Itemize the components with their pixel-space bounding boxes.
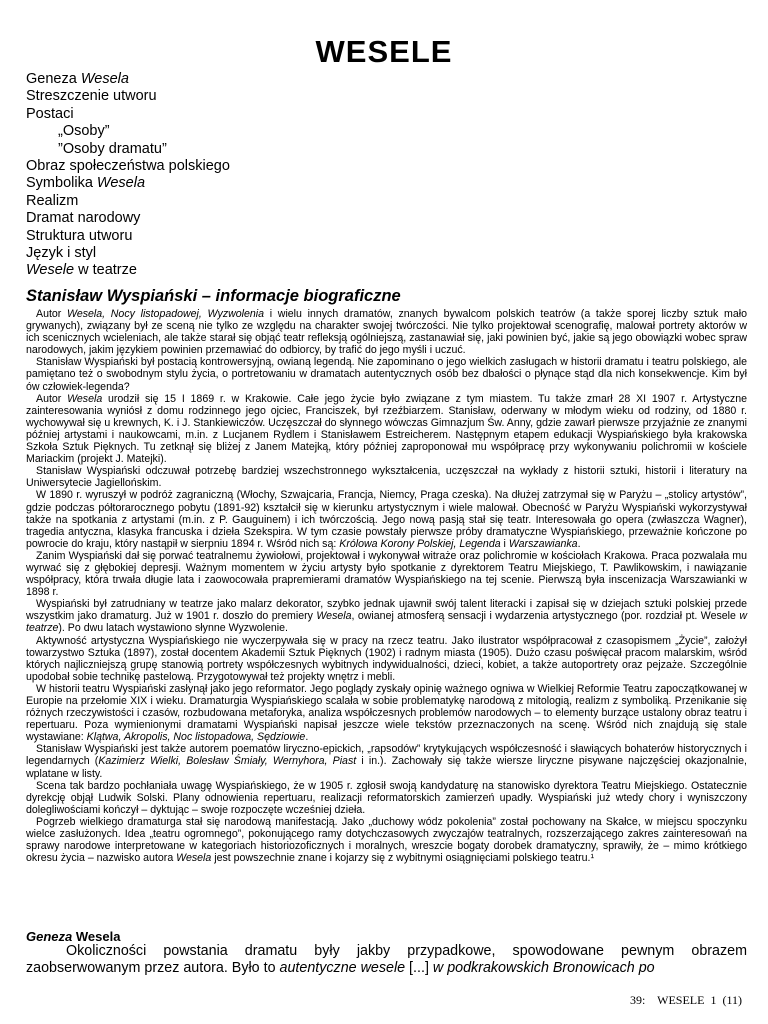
toc-item[interactable] [26,262,230,279]
paragraph-text: urodził się 15 I 1869 r. w Krakowie. Całe jego życie było związane z tym miastem. Tu także zmarł 28 XI 1907 r. Artystyczne zainteresowania wyniósł z domu rodzinnego jego ojciec, Franciszek, był rzeźbiarzem. Stanisław, oderwany w młodym wieku od rodziny, od 1880 r. wychowywał się u krewnych, K. i J. Stankiewiczów. Uczęszczał do słynnego wówczas Gimnazjum Św. Anny, gdzie zawarł pierwsze przyjaźnie ze znanymi później artystami i naukowcami, m.in. z Lucjanem Rydlem i Stanisławem Estreicherem. Następnym etapem edukacji Wyspiańskiego była krakowska Szkoła Sztuk Pięknych. Tu zetknął się bliżej z Janem Matejką, który później zaproponował mu współpracę przy wykonywaniu polichromii w kościele Mariackim (projekt J. Matejki). [26,392,747,466]
toc-item[interactable] [26,175,230,192]
toc-item[interactable] [26,123,230,140]
paragraph-text: jest powszechnie znane i kojarzy się z wybitnymi osiągnięciami polskiego teatru.¹ [211,852,595,865]
intro-italic: w podkrakowskich Bronowicach po [432,960,655,977]
paragraph [26,393,747,466]
intro-text: [...] [405,960,433,977]
toc-item-text: Geneza [26,71,81,87]
paragraph [26,550,747,598]
paragraph-text: i in.). Zachowały się także wiersze liryczne pisywane najczęściej okazjonalnie, wplatane w listy. [26,755,747,780]
toc-item-italic: Wesele [26,262,75,279]
intro-text: Okoliczności powstania dramatu były jakby przypadkowe, spowodowane pewnym obrazem zaobserwowanym przez autora. Było to [26,943,747,977]
paragraph-italic: Wesela [67,392,103,405]
paragraph [26,816,747,864]
table-of-contents [26,71,230,280]
paragraph [26,356,747,392]
toc-item[interactable] [26,158,230,175]
paragraph-text: Wyspiański był zatrudniany w teatrze jako malarz dekorator, szybko jednak ujawnił swój talent literacki i zapisał się w dziejach sztuki polskiej przede wszystkim jako dramaturg. Już w 1901 r. doszło do premiery [26,598,747,623]
paragraph-italic: Kazimierz Wielki, Bolesław Śmiały, Wernyhora, Piast [98,755,357,768]
toc-item-text: ”Osoby dramatu” [58,140,167,157]
toc-item[interactable] [26,88,230,105]
toc-item-text: Symbolika [26,175,97,192]
toc-item-italic: Wesela [96,175,146,192]
intro-paragraph [26,943,747,978]
paragraph-italic: Królowa Korony Polskiej, Legenda [339,537,501,550]
paragraph-text: W historii teatru Wyspiański zasłynął jako jego reformator. Jego poglądy zyskały opinię ważnego ogniwa w Wielkiej Reformie Teatru zapoczątkowanej w Europie na przełomie XIX i wieku. Dramaturgia Wyspiańskiego scalała w sobie problematykę narodową z mitologią, realizm z symboliką. Przenikanie się różnych rzeczywistości i czasów, rozbudowana metaforyka, analiza współczesnych problemów narodowych – to elementy burzące ustalony obraz teatru i repertuaru. Poza wymienionymi dramatami Wyspiański napisał jeszcze wiele tekstów przeznaczonych na scenę. Wśród nich znajdują się stale wystawiane: [26,682,747,744]
paragraph-text: i [500,537,509,550]
intro-italic: autentyczne wesele [279,960,406,977]
toc-item[interactable] [26,141,230,158]
toc-item[interactable] [26,106,230,123]
paragraph [26,780,747,816]
paragraph-text: . [305,731,309,744]
toc-item-text: Dramat narodowy [26,210,141,227]
paragraph [26,308,747,356]
page-footer: 39: WESELE 1 (11) [630,993,742,1007]
paragraph-italic: Wesela, Nocy listopadowej, Wyzwolenia [67,308,265,320]
toc-item-text: „Osoby” [58,123,110,140]
toc-item[interactable] [26,210,230,227]
paragraph [26,683,747,743]
paragraph-text: Stanisław Wyspiański odczuwał potrzebę bardziej wszechstronnego wykształcenia, uczęszczał na wykłady z historii sztuki, historii i literatury na Uniwersytecie Jagiellońskim. [26,465,747,490]
toc-item-text: w teatrze [74,262,137,279]
paragraph [26,743,747,779]
toc-item-text: Obraz społeczeństwa polskiego [26,158,230,175]
paragraph [26,489,747,549]
paragraph-text: Autor [36,392,68,405]
biography-text [26,308,747,864]
toc-item-text: Streszczenie utworu [26,88,157,105]
toc-item[interactable] [26,193,230,210]
page-title: WESELE [315,34,453,69]
paragraph-text: Pogrzeb wielkiego dramaturga stał się narodową manifestacją. Jako „duchowy wódz pokolenia” został pochowany na Skałce, w miejscu spoczynku wielce zasłużonych. Idea „teatru ogromnego”, pokonującego ramy dotychczasowych zwyczajów teatralnych, rozszerzającego zakres zainteresowań na sprawy narodowe interpretowane w kategoriach historiozoficznych i moralnych, wreszcie bogaty dorobek dramatyczny, sprawiły, że – mimo krótkiego okresu życia – nazwisko autora [26,815,747,865]
paragraph-text: Aktywność artystyczna Wyspiańskiego nie wyczerpywała się w pracy na rzecz teatru. Jako ilustrator współpracował z czasopismem „Życie”, założył towarzystwo Sztuka (1897), został docentem Akademii Sztuk Pięknych (1902) i radnym miasta (1905). Dużo czasu poświęcał pracom malarskim, wśród których najliczniejszą grupę stanowią portrety współczesnych wybitnych indywidualności, dzieci, kobiet, a także autoportrety oraz pejzaże. Szczególnie upodobał sobie technikę pastelową. Przygotowywał też projekty wnętrz i mebli. [26,634,747,683]
toc-item[interactable] [26,228,230,245]
subsection-heading-italic: Geneza [26,929,73,944]
paragraph-text: , owianej atmosferą sensacji i wydarzenia artystycznego (por. rozdział pt. Wesele [351,610,740,623]
toc-item-text: Realizm [26,192,79,209]
toc-item-text: Język i styl [26,245,97,262]
paragraph-text: Zanim Wyspiański dał się porwać teatralnemu żywiołowi, projektował i wykonywał witraże oraz polichromie w kościołach Krakowa. Praca pozwalała mu wyrwać się z głębokiej depresji. Ważnym momentem w życiu artysty było spotkanie z dyrektorem Teatru Miejskiego, T. Pawlikowskim, i nawiązanie współpracy, która trwała długie lata i zaowocowała prapremierami dramatów Wyspiańskiego na tej scenie. Pierwszą była inscenizacja Warszawianki w 1898 r. [26,549,747,599]
paragraph-text: i wielu innych dramatów, znanych bywalcom polskich teatrów (a także sporej liczby sztuk mało grywanych), związany był ze sceną nie tylko ze względu na charakter swojej twórczości. Nie tylko projektował scenografię, malował portrety aktorów w ich scenicznych wcieleniach, ale także starał się objąć teatr refleksją ogólniejszą, zastanawiał się, jaki powinien być, jakie są jego obowiązki wobec spraw narodowych, jakim językiem powinien przemawiać do odbiorcy, by trafić do jego myśli i uczuć. [26,308,747,357]
toc-item-text: Postaci [26,105,74,122]
paragraph-text: Stanisław Wyspiański jest także autorem poematów liryczno-epickich, „rapsodów” krytykujących współczesność i sławiących bohaterów historycznych i legendarnych ( [26,743,747,768]
toc-item-text: Struktura utworu [26,227,133,244]
paragraph-text: ). Po dwu latach wystawiono słynne Wyzwolenie. [58,622,288,635]
section-heading: Stanisław Wyspiański – informacje biograficzne [26,287,401,305]
subsection-heading-rest: Wesela [72,929,121,944]
paragraph-text: Stanisław Wyspiański był postacią kontrowersyjną, owianą legendą. Nie zapominano o jego wielkich zasługach w historii dramatu i teatru polskiego, ale pamiętano też o swobodnym stylu życia, o portretowaniu w dramatach autentycznych osób bez dbałości o płynące stąd dla nich konsekwencje. Kim był ów człowiek-legenda? [26,356,747,393]
paragraph-italic: Wesela [316,610,352,623]
paragraph-italic: Klątwa, Akropolis, Noc listopadowa, Sędziowie [86,731,306,744]
paragraph-italic: Warszawianka [508,537,578,550]
paragraph [26,465,747,489]
toc-item[interactable] [26,245,230,262]
toc-item[interactable] [26,71,230,88]
paragraph-italic: Wesela [176,852,212,865]
paragraph [26,635,747,683]
paragraph-text: Autor [36,308,68,320]
toc-item-italic: Wesela [80,71,129,87]
paragraph-text: . [577,537,581,550]
paragraph-text: W 1890 r. wyruszył w podróż zagraniczną (Włochy, Szwajcaria, Francja, Niemcy, Praga czeska). Na dłużej zatrzymał się w Paryżu – „stolicy artystów”, gdzie podczas półtorarocznego pobytu (1891-92) kształcił się w kierunku artystycznym i wiele malował. Obecność w Paryżu Wyspiański wykorzystywał także na spotkania z artystami (m.in. z P. Gauguinem) i ich twórczością. Jego nową pasją stał się teatr. Interesowała go opera (zwłaszcza Wagner), tragedia antyczna, klasyka francuska i dzieła Szekspira. W tym czasie powstały pierwsze próby dramatyczne Wyspiańskiego, przeważnie kończone po powrocie do kraju, który nastąpił w sierpniu 1894 r. Wśród nich są: [26,489,747,550]
paragraph-italic: w teatrze [26,610,747,635]
paragraph [26,598,747,634]
paragraph-text: Scena tak bardzo pochłaniała uwagę Wyspiańskiego, że w 1905 r. zgłosił swoją kandydaturę na stanowisko dyrektora Teatru Miejskiego. Ostatecznie dyrekcję objął Ludwik Solski. Plany odnowienia repertuaru, realizacji reformatorskich zamierzeń upadły. Wyspiański już wtedy chory i wyniszczony dolegliwościami kończył – dyktując – swoje rozpoczęte wcześniej dzieła. [26,779,747,816]
